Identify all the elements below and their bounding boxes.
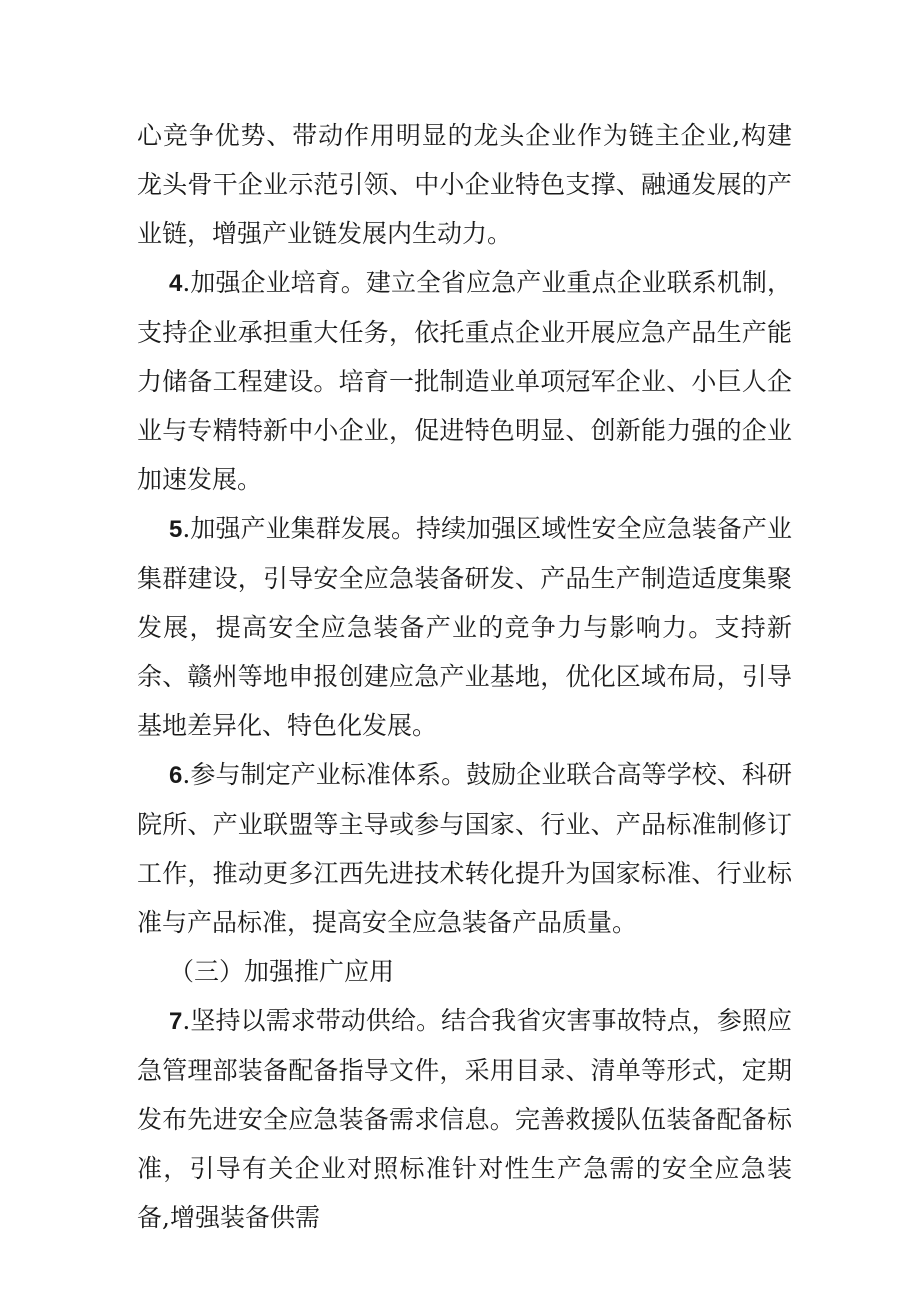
paragraph-text: .加强企业培育。建立全省应急产业重点企业联系机制，支持企业承担重大任务，依托重点企业开展应急产品生产能力储备工程建设。培育一批制造业单项冠军企业、小巨人企业与专精特新中小企业，促进特色明显、创新能力强的企业加速发展。 xyxy=(137,268,792,494)
paragraph-number: 4 xyxy=(169,270,183,297)
paragraph-4 xyxy=(137,258,792,504)
paragraph-text: .参与制定产业标准体系。鼓励企业联合高等学校、科研院所、产业联盟等主导或参与国家、行业、产品标准制修订工作，推动更多江西先进技术转化提升为国家标准、行业标准与产品标准，提高安全应急装备产品质量。 xyxy=(137,760,792,937)
paragraph-text: .加强产业集群发展。持续加强区域性安全应急装备产业集群建设，引导安全应急装备研发、产品生产制造适度集聚发展，提高安全应急装备产业的竞争力与影响力。支持新余、赣州等地申报创建应急产业基地，优化区域布局，引导基地差异化、特色化发展。 xyxy=(137,514,792,740)
document-body xyxy=(137,111,792,1242)
paragraph-5 xyxy=(137,504,792,750)
paragraph-text: .坚持以需求带动供给。结合我省灾害事故特点，参照应急管理部装备配备指导文件，采用目录、清单等形式，定期发布先进安全应急装备需求信息。完善救援队伍装备配备标准，引导有关企业对照标准针对性生产急需的安全应急装备,增强装备供需 xyxy=(137,1006,792,1232)
paragraph-number: 7 xyxy=(169,1008,183,1035)
paragraph-number: 5 xyxy=(169,516,183,543)
paragraph-continued xyxy=(137,111,792,258)
paragraph-number: 6 xyxy=(169,762,183,789)
paragraph-6 xyxy=(137,750,792,947)
paragraph-7 xyxy=(137,996,792,1242)
paragraph-text: 心竞争优势、带动作用明显的龙头企业作为链主企业,构建龙头骨干企业示范引领、中小企业特色支撑、融通发展的产业链，增强产业链发展内生动力。 xyxy=(137,121,792,248)
section-heading: （三）加强推广应用 xyxy=(169,957,395,986)
